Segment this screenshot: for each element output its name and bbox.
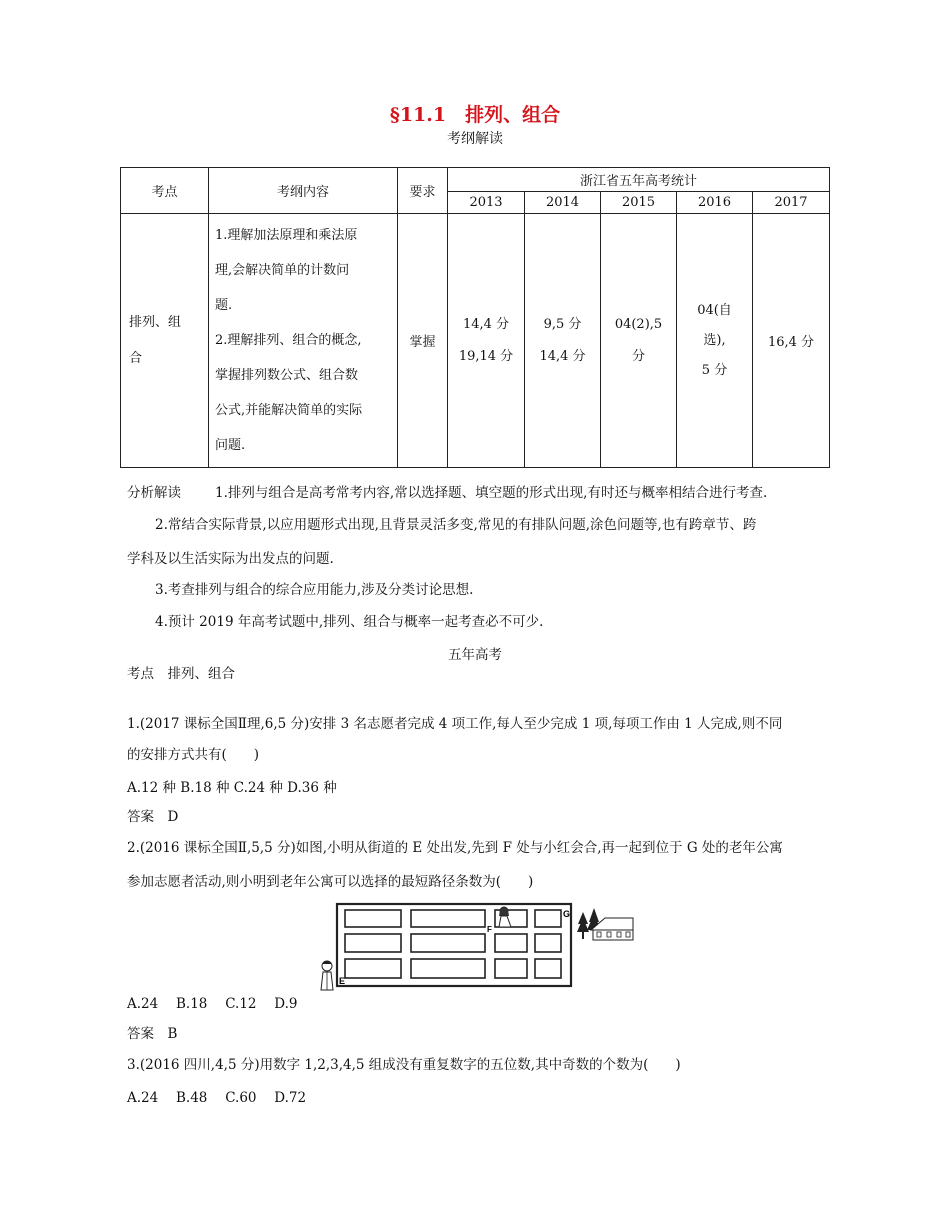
q1-line1: 1.(2017 课标全国Ⅱ理,6,5 分)安排 3 名志愿者完成 4 项工作,每人至少完成 1 项,每项工作由 1 人完成,则不同 xyxy=(127,716,783,732)
cell-neirong: 1.理解加法原理和乘法原 理,会解决简单的计数问 题. 2.理解排列、组合的概念, 掌握排列数公式、组合数 公式,并能解决简单的实际 问题. xyxy=(209,214,398,468)
analysis-p1: 1.排列与组合是高考常考内容,常以选择题、填空题的形式出现,有时还与概率相结合进行考查. xyxy=(215,485,768,501)
header-yaoqiu: 要求 xyxy=(398,168,448,214)
q1-options: A.12 种 B.18 种 C.24 种 D.36 种 xyxy=(127,780,337,796)
q3-options: A.24 B.48 C.60 D.72 xyxy=(127,1090,307,1106)
analysis-p2b: 学科及以生活实际为出发点的问题. xyxy=(127,551,334,567)
cell-2017: 16,4 分 xyxy=(753,214,830,468)
boy-figure xyxy=(321,961,333,990)
cell-2014: 9,5 分 14,4 分 xyxy=(525,214,601,468)
header-neirong: 考纲内容 xyxy=(209,168,398,214)
year-2016: 2016 xyxy=(677,192,753,214)
year-2017: 2017 xyxy=(753,192,830,214)
cell-yaoqiu: 掌握 xyxy=(398,214,448,468)
year-2015: 2015 xyxy=(601,192,677,214)
page-title: §11.1 排列、组合 xyxy=(389,104,561,126)
cell-2016: 04(自 选), 5 分 xyxy=(677,214,753,468)
cell-2013: 14,4 分 19,14 分 xyxy=(448,214,525,468)
analysis-p3: 3.考查排列与组合的综合应用能力,涉及分类讨论思想. xyxy=(155,582,474,598)
kaodian-label: 考点 排列、组合 xyxy=(127,666,235,682)
header-kaodian: 考点 xyxy=(121,168,209,214)
label-f: F xyxy=(487,925,492,934)
q2-line2: 参加志愿者活动,则小明到老年公寓可以选择的最短路径条数为( ) xyxy=(127,874,534,890)
syllabus-table xyxy=(120,167,830,468)
label-g: G xyxy=(563,909,571,919)
q1-answer: 答案 D xyxy=(127,809,179,825)
section-title: 五年高考 xyxy=(448,647,502,663)
year-2013: 2013 xyxy=(448,192,525,214)
analysis-p4: 4.预计 2019 年高考试题中,排列、组合与概率一起考查必不可少. xyxy=(155,614,544,630)
q2-line1: 2.(2016 课标全国Ⅱ,5,5 分)如图,小明从街道的 E 处出发,先到 F 处与小红会合,再一起到位于 G 处的老年公寓 xyxy=(127,840,783,856)
analysis-label: 分析解读 xyxy=(127,485,181,501)
q3-line1: 3.(2016 四川,4,5 分)用数字 1,2,3,4,5 组成没有重复数字的五位数,其中奇数的个数为( ) xyxy=(127,1057,681,1073)
label-e: E xyxy=(339,976,346,986)
q1-line2: 的安排方式共有( ) xyxy=(127,747,260,763)
cell-2015: 04(2),5 分 xyxy=(601,214,677,468)
header-stats: 浙江省五年高考统计 xyxy=(448,168,830,192)
q2-answer: 答案 B xyxy=(127,1026,178,1042)
q2-options: A.24 B.18 C.12 D.9 xyxy=(127,996,298,1012)
page-subtitle: 考纲解读 xyxy=(447,131,503,147)
cell-kaodian: 排列、组 合 xyxy=(121,214,209,468)
analysis-p2a: 2.常结合实际背景,以应用题形式出现,且背景灵活多变,常见的有排队问题,涂色问题等,也有跨章节、跨 xyxy=(155,517,757,533)
year-2014: 2014 xyxy=(525,192,601,214)
street-grid-figure xyxy=(315,900,635,992)
